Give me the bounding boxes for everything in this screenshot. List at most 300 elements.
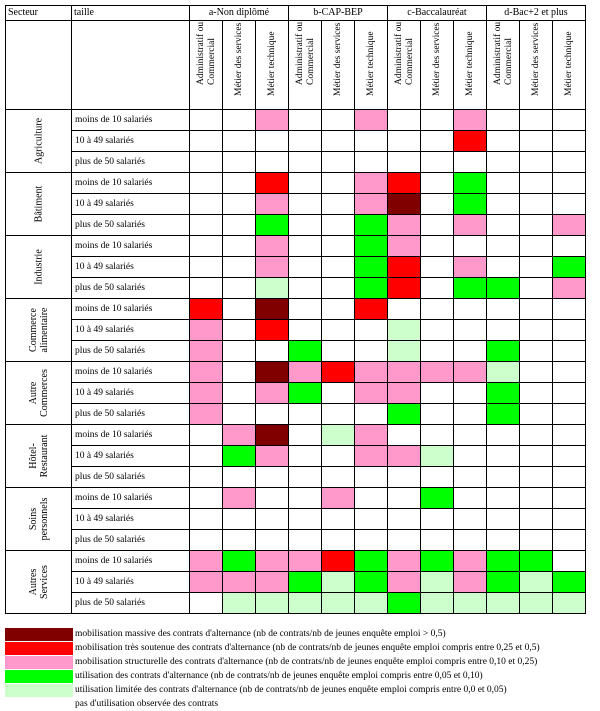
legend-swatch [5, 656, 73, 669]
size-label: plus de 50 salariés [72, 467, 190, 488]
heat-cell [454, 173, 487, 194]
heat-cell [256, 530, 289, 551]
job-type-header [322, 21, 355, 110]
heat-cell [421, 383, 454, 404]
heat-cell [223, 341, 256, 362]
heat-cell [190, 236, 223, 257]
sector-label [33, 118, 44, 164]
job-type-label-line: Commercial [404, 38, 415, 85]
job-type-label-line: Métier technique [267, 30, 277, 96]
heat-cell [553, 467, 586, 488]
heat-cell [388, 215, 421, 236]
heat-cell [487, 383, 520, 404]
heat-cell [421, 530, 454, 551]
heat-cell [322, 593, 355, 614]
heat-cell [355, 551, 388, 572]
heat-cell [256, 551, 289, 572]
heat-cell [355, 299, 388, 320]
heat-cell [322, 383, 355, 404]
heat-cell [355, 341, 388, 362]
heat-cell [322, 530, 355, 551]
size-label: plus de 50 salariés [72, 278, 190, 299]
legend-item [5, 683, 595, 697]
heat-cell [421, 257, 454, 278]
heat-cell [256, 572, 289, 593]
heat-cell [289, 593, 322, 614]
heat-cell [190, 299, 223, 320]
heat-cell [388, 593, 421, 614]
heat-cell [388, 110, 421, 131]
sector-header-spacer [6, 21, 72, 110]
heat-cell [520, 341, 553, 362]
heat-cell [553, 404, 586, 425]
heat-cell [553, 194, 586, 215]
job-type-label-line: Commercial [305, 38, 316, 85]
table-row [6, 446, 586, 467]
heat-cell [421, 236, 454, 257]
heat-cell [553, 425, 586, 446]
heat-cell [553, 383, 586, 404]
heat-cell [520, 551, 553, 572]
heat-cell [388, 131, 421, 152]
heat-cell [553, 131, 586, 152]
size-label: 10 à 49 salariés [72, 131, 190, 152]
heat-cell [355, 278, 388, 299]
heat-cell [388, 572, 421, 593]
heat-cell [553, 446, 586, 467]
heat-cell [322, 341, 355, 362]
size-label: moins de 10 salariés [72, 362, 190, 383]
heat-cell [520, 404, 553, 425]
heat-cell [322, 110, 355, 131]
job-type-label-line: Métier technique [366, 30, 376, 96]
sector-cell-autres-services [6, 551, 72, 614]
table-row [6, 194, 586, 215]
heat-cell [355, 404, 388, 425]
sector-label [33, 249, 44, 285]
size-header-spacer [72, 21, 190, 110]
legend-text: pas d'utilisation observée des contrats [75, 699, 219, 709]
heat-cell [190, 257, 223, 278]
job-type-label [267, 31, 278, 96]
sector-label-line: Agriculture [33, 117, 44, 165]
table-row [6, 593, 586, 614]
heat-cell [355, 173, 388, 194]
heat-cell [421, 362, 454, 383]
heat-cell [223, 299, 256, 320]
heat-cell [355, 446, 388, 467]
heat-cell [223, 278, 256, 299]
size-label: 10 à 49 salariés [72, 320, 190, 341]
heat-cell [421, 278, 454, 299]
heat-cell [289, 341, 322, 362]
heat-cell [421, 131, 454, 152]
table-row [6, 467, 586, 488]
heat-cell [190, 467, 223, 488]
table-row [6, 572, 586, 593]
heat-cell [487, 467, 520, 488]
heat-cell [190, 383, 223, 404]
table-row [6, 152, 586, 173]
table-row [6, 488, 586, 509]
heat-cell [256, 362, 289, 383]
heat-cell [190, 404, 223, 425]
job-type-label [333, 22, 344, 95]
job-type-label [394, 22, 415, 85]
heat-cell [487, 446, 520, 467]
heat-cell [223, 320, 256, 341]
group-header-bac-plus-2: d-Bac+2 et plus [487, 6, 586, 21]
heat-cell [454, 257, 487, 278]
heat-cell [289, 194, 322, 215]
heat-cell [421, 110, 454, 131]
heat-cell [553, 320, 586, 341]
heat-cell [454, 215, 487, 236]
heat-cell [190, 551, 223, 572]
heat-cell [223, 425, 256, 446]
heat-cell [223, 110, 256, 131]
sector-label [28, 435, 50, 478]
heat-cell [289, 173, 322, 194]
heat-cell [454, 572, 487, 593]
heat-cell [454, 425, 487, 446]
heat-cell [421, 404, 454, 425]
legend-text: utilisation limitée des contrats d'alternance (nb de contrats/nb de jeunes enquête emploi compris entre 0,0 et 0,05) [75, 685, 507, 695]
heat-cell [289, 509, 322, 530]
sector-label-line: Commerces [38, 369, 50, 417]
heat-cell [520, 215, 553, 236]
heat-cell [487, 551, 520, 572]
heat-cell [256, 467, 289, 488]
heat-cell [520, 362, 553, 383]
heat-cell [289, 299, 322, 320]
heat-cell [322, 236, 355, 257]
job-type-label-line: Administratif ou [196, 21, 206, 85]
heat-cell [256, 383, 289, 404]
heat-cell [388, 299, 421, 320]
heat-cell [289, 530, 322, 551]
heat-cell [454, 467, 487, 488]
heat-cell [388, 278, 421, 299]
heat-cell [520, 467, 553, 488]
heat-cell [355, 131, 388, 152]
table-body [6, 110, 586, 614]
heat-cell [190, 446, 223, 467]
heat-cell [388, 551, 421, 572]
table-row [6, 509, 586, 530]
sector-label-line: Autre [27, 381, 39, 405]
heat-cell [520, 278, 553, 299]
heat-cell [487, 215, 520, 236]
job-type-header [355, 21, 388, 110]
legend-item [5, 641, 595, 655]
heat-cell [520, 110, 553, 131]
job-type-label-line: Administratif ou [493, 21, 503, 85]
heat-cell [223, 446, 256, 467]
heat-cell [256, 404, 289, 425]
heat-cell [322, 194, 355, 215]
legend-swatch [5, 684, 73, 697]
heat-cell [256, 425, 289, 446]
job-type-label-line: Métier des services [333, 22, 343, 96]
size-label: 10 à 49 salariés [72, 383, 190, 404]
heat-cell [454, 551, 487, 572]
heat-cell [223, 362, 256, 383]
heat-cell [190, 593, 223, 614]
heat-cell [289, 131, 322, 152]
heat-cell [289, 551, 322, 572]
job-type-label-line: Administratif ou [394, 21, 404, 85]
job-type-header-row [6, 21, 586, 110]
heat-cell [487, 257, 520, 278]
heat-cell [553, 551, 586, 572]
heat-cell [553, 215, 586, 236]
heat-cell [223, 509, 256, 530]
heat-cell [454, 446, 487, 467]
heat-cell [190, 173, 223, 194]
job-type-label [432, 22, 443, 95]
heat-cell [388, 257, 421, 278]
sector-label-line: alimentaire [38, 307, 50, 353]
heat-cell [421, 446, 454, 467]
heat-cell [355, 110, 388, 131]
job-type-label-line: Métier des services [531, 22, 541, 96]
heat-cell [454, 509, 487, 530]
heat-cell [487, 362, 520, 383]
sector-label [28, 369, 50, 417]
job-type-header [421, 21, 454, 110]
heat-cell [289, 467, 322, 488]
job-type-label [366, 31, 377, 96]
heat-cell [190, 509, 223, 530]
size-label: 10 à 49 salariés [72, 509, 190, 530]
job-type-label [564, 31, 575, 96]
heat-cell [388, 320, 421, 341]
size-label: 10 à 49 salariés [72, 257, 190, 278]
size-label: plus de 50 salariés [72, 215, 190, 236]
sector-label-line: Hôtel- [27, 443, 39, 469]
sector-cell-batiment [6, 173, 72, 236]
heat-cell [520, 509, 553, 530]
size-label: 10 à 49 salariés [72, 572, 190, 593]
heat-cell [223, 551, 256, 572]
size-label: plus de 50 salariés [72, 404, 190, 425]
sector-header: Secteur [6, 6, 72, 21]
heat-cell [289, 404, 322, 425]
sector-cell-industrie [6, 236, 72, 299]
heat-cell [322, 173, 355, 194]
heat-cell [289, 383, 322, 404]
heat-cell [487, 488, 520, 509]
heat-cell [388, 425, 421, 446]
heat-cell [454, 404, 487, 425]
table-row [6, 362, 586, 383]
heat-cell [454, 278, 487, 299]
heat-cell [520, 593, 553, 614]
heat-cell [289, 320, 322, 341]
heat-cell [520, 383, 553, 404]
heat-cell [256, 110, 289, 131]
heat-cell [487, 299, 520, 320]
heat-cell [289, 215, 322, 236]
heat-cell [289, 110, 322, 131]
heat-cell [190, 530, 223, 551]
heat-cell [190, 488, 223, 509]
heat-cell [355, 509, 388, 530]
legend-text: utilisation des contrats d'alternance (nb de contrats/nb de jeunes enquête emploi compris entre 0,05 et 0,10) [75, 671, 483, 681]
heat-cell [520, 572, 553, 593]
heat-cell [421, 173, 454, 194]
group-header-cap-bep: b-CAP-BEP [289, 6, 388, 21]
job-type-label-line: Métier des services [234, 22, 244, 96]
heat-cell [520, 236, 553, 257]
heat-cell [256, 257, 289, 278]
heat-cell [520, 530, 553, 551]
heat-cell [322, 404, 355, 425]
legend-text: mobilisation structurelle des contrats d'alternance (nb de contrats/nb de jeunes enquête emploi compris entre 0,10 et 0,25) [75, 657, 538, 667]
heat-cell [256, 152, 289, 173]
heat-cell [322, 425, 355, 446]
heat-cell [487, 110, 520, 131]
heat-cell [421, 425, 454, 446]
heat-cell [454, 383, 487, 404]
heat-cell [256, 278, 289, 299]
job-type-header [223, 21, 256, 110]
heat-cell [388, 530, 421, 551]
size-label: moins de 10 salariés [72, 488, 190, 509]
table-row [6, 257, 586, 278]
heat-cell [421, 341, 454, 362]
legend-item [5, 697, 595, 711]
table-row [6, 530, 586, 551]
heat-cell [322, 299, 355, 320]
job-type-label [196, 22, 217, 85]
job-type-header [190, 21, 223, 110]
heat-cell [256, 488, 289, 509]
size-label: moins de 10 salariés [72, 425, 190, 446]
heat-cell [454, 593, 487, 614]
heat-cell [355, 215, 388, 236]
heat-cell [520, 425, 553, 446]
heat-cell [289, 572, 322, 593]
heat-cell [388, 236, 421, 257]
heat-cell [553, 236, 586, 257]
heat-cell [487, 173, 520, 194]
heat-cell [289, 278, 322, 299]
heat-cell [322, 257, 355, 278]
heat-cell [553, 572, 586, 593]
heat-cell [520, 320, 553, 341]
heat-cell [289, 425, 322, 446]
heat-cell [190, 131, 223, 152]
heat-cell [256, 341, 289, 362]
heat-cell [223, 404, 256, 425]
size-label: 10 à 49 salariés [72, 446, 190, 467]
heat-cell [322, 362, 355, 383]
heat-cell [454, 320, 487, 341]
heat-cell [553, 278, 586, 299]
heat-cell [256, 593, 289, 614]
heat-cell [355, 362, 388, 383]
heat-cell [355, 467, 388, 488]
heat-cell [520, 488, 553, 509]
size-label: moins de 10 salariés [72, 299, 190, 320]
heat-cell [322, 551, 355, 572]
heat-cell [553, 173, 586, 194]
heat-cell [322, 572, 355, 593]
heat-cell [256, 131, 289, 152]
heat-cell [487, 131, 520, 152]
heat-cell [322, 467, 355, 488]
heat-cell [256, 236, 289, 257]
heat-cell [190, 320, 223, 341]
heat-cell [388, 341, 421, 362]
header-row [6, 6, 586, 21]
heat-cell [190, 110, 223, 131]
job-type-header [388, 21, 421, 110]
heat-cell [421, 572, 454, 593]
heat-cell [256, 299, 289, 320]
table-row [6, 278, 586, 299]
heat-cell [190, 572, 223, 593]
heat-cell [553, 110, 586, 131]
heat-cell [388, 152, 421, 173]
sector-label-line: Soins [27, 507, 39, 531]
heat-cell [355, 425, 388, 446]
job-type-label [531, 22, 542, 95]
heat-cell [421, 488, 454, 509]
heat-cell [322, 278, 355, 299]
heat-cell [388, 383, 421, 404]
heat-cell [520, 299, 553, 320]
heat-cell [289, 446, 322, 467]
heat-cell [454, 530, 487, 551]
heat-cell [421, 152, 454, 173]
heat-cell [421, 551, 454, 572]
heat-cell [421, 467, 454, 488]
heat-cell [355, 488, 388, 509]
heat-cell [322, 509, 355, 530]
heat-cell [553, 509, 586, 530]
alternance-heatmap-table [5, 5, 586, 614]
heat-cell [553, 257, 586, 278]
legend-item [5, 669, 595, 683]
heat-cell [190, 425, 223, 446]
heat-cell [520, 446, 553, 467]
table-row [6, 341, 586, 362]
heat-cell [322, 488, 355, 509]
sector-label-line: Autres [27, 568, 39, 596]
group-header-baccalaureat: c-Baccalauréat [388, 6, 487, 21]
job-type-header [487, 21, 520, 110]
heat-cell [454, 194, 487, 215]
sector-cell-soins-personnels [6, 488, 72, 551]
heat-cell [487, 593, 520, 614]
heat-cell [223, 152, 256, 173]
legend-swatch [5, 628, 73, 641]
job-type-label-line: Commercial [206, 38, 217, 85]
sector-label [28, 498, 50, 541]
heat-cell [223, 236, 256, 257]
job-type-label [234, 22, 245, 95]
heat-cell [289, 488, 322, 509]
legend [5, 627, 595, 711]
size-label: 10 à 49 salariés [72, 194, 190, 215]
heat-cell [256, 194, 289, 215]
heat-cell [487, 152, 520, 173]
job-type-label-line: Métier technique [465, 30, 475, 96]
sector-label-line: Commerce [27, 308, 39, 352]
